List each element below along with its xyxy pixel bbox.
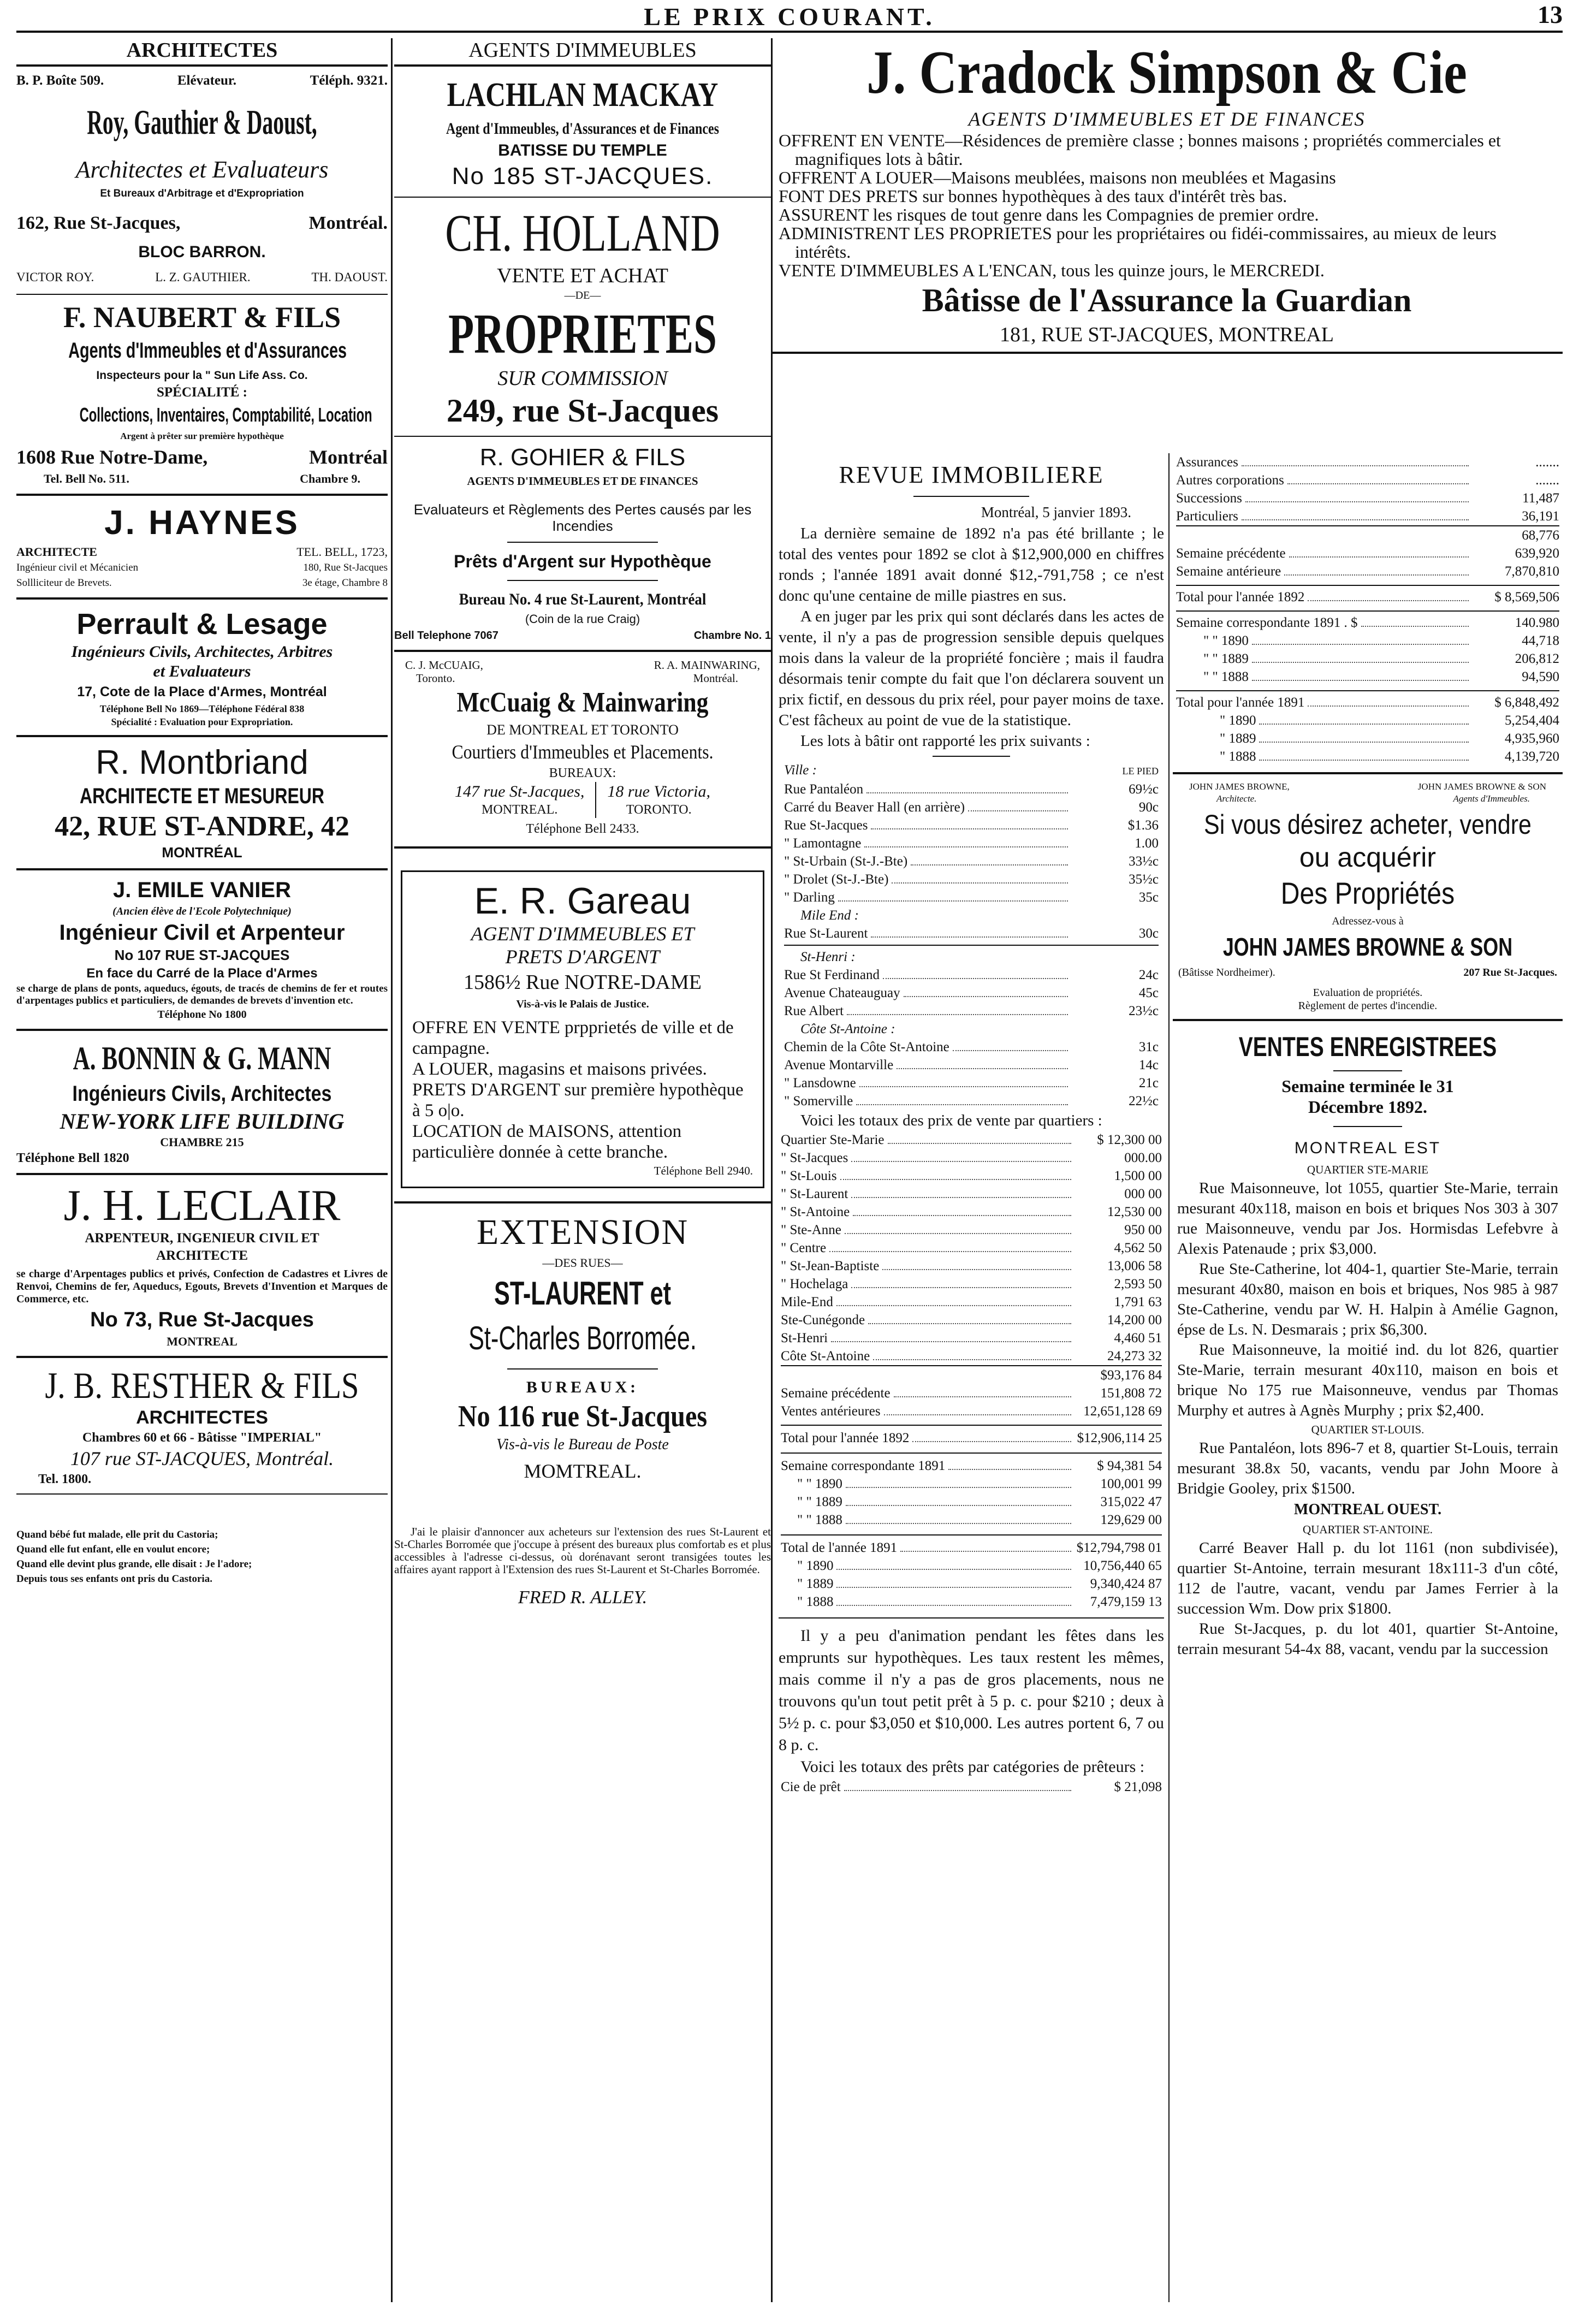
paragraph: A en juger par les prix qui sont déclarés dans les actes de vente, il n'y a pas de progression sensible depuis quelques mois dans la valeur de la propriété foncière ; mais il faudra désormais tenir compte du fait que l'on déclarera souvent un prix fictif, en dessous du prix réel, pour payer moins de taxe. C'est fâcheux au point de vue de la statistique.: [779, 608, 1164, 729]
ad-line: Vis-à-vis le Bureau de Poste: [496, 1436, 669, 1453]
city: TORONTO.: [626, 803, 692, 817]
ad-body: PRETS D'ARGENT sur première hypothèque à 5 o|o.: [412, 1080, 744, 1120]
verse-line: Quand elle devint plus grande, elle disait : Je l'adore;: [16, 1558, 252, 1570]
ad-title: AGENT D'IMMEUBLES ET: [471, 923, 694, 945]
ad-mccuaig-mainwaring: [394, 659, 771, 840]
partner-name: C. J. McCUAIG,: [405, 659, 483, 672]
quartier-row: " St-Antoine 12,530 00: [781, 1205, 1162, 1219]
lot-row: Rue Pantaléon 69½c: [784, 782, 1159, 797]
ad-line: Prêts d'Argent sur Hypothèque: [454, 552, 711, 571]
lot-row: Rue St Ferdinand 24c: [784, 968, 1159, 982]
ad-extension: [394, 1210, 771, 1614]
ad-line: ASSURENT les risques de tout genre dans les Compagnies de premier ordre.: [779, 205, 1319, 224]
ad-body: LOCATION de MAISONS, attention particulière donnée à cette branche.: [412, 1122, 682, 1162]
address: 207 Rue St-Jacques.: [1463, 967, 1557, 979]
city: MONTREAL.: [482, 803, 558, 817]
ad-line: —DE—: [564, 289, 601, 301]
quartier-row: " St-Jacques 000.00: [781, 1151, 1162, 1165]
total-row: Total pour l'année 1892 $ 8,569,506: [1176, 585, 1559, 606]
section-title: VENTES ENREGISTREES: [1238, 1031, 1497, 1062]
section-header: ARCHITECTES: [126, 39, 278, 62]
box-number: B. P. Boîte 509.: [16, 73, 104, 88]
masthead: [16, 0, 1563, 31]
masthead-rule: [16, 31, 1563, 33]
total-annee-row: Total de l'année 1891 $12,794,798 01: [781, 1534, 1162, 1557]
ad-body: J'ai le plaisir d'annoncer aux acheteurs sur l'extension des rues St-Laurent et St-Charles Borromée que j'occupe à présent des bureaux plus comfortab es et plus accessibles à l'adresse ci-dessus, où dorénavant seront transigées toutes les affaires ayant rapport à l'Extension des rues St-Laurent et St-Charles Borromée.: [394, 1525, 771, 1576]
ad-name: J. HAYNES: [104, 504, 300, 542]
ad-body: A LOUER, magasins et maisons privées.: [412, 1059, 707, 1079]
ad-name: Perrault & Lesage: [76, 608, 328, 641]
masthead-title: LE PRIX COURANT.: [644, 3, 935, 31]
building: BATISSE DU TEMPLE: [498, 141, 667, 159]
address: No 185 ST-JACQUES.: [452, 163, 714, 189]
lot-row: Rue St-Jacques $1.36: [784, 818, 1159, 833]
ad-line: Vis-à-vis le Palais de Justice.: [516, 998, 649, 1010]
partner-name: R. A. MAINWARING,: [654, 659, 760, 672]
address: 107 rue ST-JACQUES, Montréal.: [70, 1448, 334, 1469]
lot-row: Rue Albert 23½c: [784, 1004, 1159, 1018]
ad-line: FONT DES PRETS sur bonnes hypothèques à des taux d'intérêt très bas.: [779, 186, 1287, 206]
city: MONTREAL: [167, 1335, 238, 1348]
ad-line: TEL. BELL, 1723,: [296, 545, 388, 559]
quartier-row: Mile-End 1,791 63: [781, 1295, 1162, 1309]
ad-name: F. NAUBERT & FILS: [63, 301, 341, 334]
city: MOMTREAL.: [524, 1460, 642, 1482]
total-annee-row: Total pour l'année 1891 $ 6,848,492: [1176, 690, 1559, 712]
pret-row: Particuliers 36,191: [1176, 509, 1559, 524]
lots-category: Côte St-Antoine :: [800, 1022, 895, 1036]
ad-name: A. BONNIN & G. MANN: [73, 1040, 331, 1076]
quartier: QUARTIER ST-ANTOINE.: [1303, 1523, 1433, 1536]
ad-subtitle: Et Bureaux d'Arbitrage et d'Expropriation: [100, 188, 304, 199]
ad-line: En face du Carré de la Place d'Armes: [86, 966, 318, 981]
prets-et-ventes: [1173, 453, 1563, 2302]
lot-row: " Lamontagne 1.00: [784, 836, 1159, 851]
page-number: 13: [1538, 1, 1563, 28]
telephone: Tel. 1800.: [38, 1472, 92, 1486]
ad-line: (Coin de la rue Craig): [525, 612, 640, 626]
lot-row: " St-Urbain (St-J.-Bte) 33½c: [784, 854, 1159, 869]
specialite: Spécialité : Evaluation pour Expropriation.: [111, 716, 293, 727]
verse-line: Quand bébé fut malade, elle prit du Castoria;: [16, 1529, 218, 1540]
ad-title: AGENTS D'IMMEUBLES ET DE FINANCES: [467, 475, 698, 488]
article-date: Montréal, 5 janvier 1893.: [981, 504, 1131, 520]
ad-lachlan-mackay: [394, 72, 771, 191]
district: MONTREAL EST: [1294, 1139, 1441, 1157]
pret-row: Cie de prêt $ 21,098: [781, 1780, 1162, 1794]
ad-line: 3e étage, Chambre 8: [302, 577, 388, 589]
partner-city: Toronto.: [416, 672, 455, 685]
ad-line: Argent à prêter sur première hypothèque: [120, 431, 284, 441]
lot-row: " Drolet (St-J.-Bte) 35½c: [784, 872, 1159, 887]
total-annee-row: " 1889 9,340,424 87: [797, 1576, 1162, 1591]
address: No 116 rue St-Jacques: [458, 1400, 708, 1433]
ad-line: VENTE ET ACHAT: [497, 264, 668, 287]
ad-line: 180, Rue St-Jacques: [303, 562, 388, 573]
ad-title: ARCHITECTE: [156, 1248, 248, 1263]
total-annee-row: " 1890 5,254,404: [1220, 713, 1559, 728]
ad-line: SPÉCIALITÉ :: [156, 385, 247, 400]
ad-line: Inspecteurs pour la " Sun Life Ass. Co.: [96, 369, 308, 382]
semaine: Semaine terminée le 31: [1281, 1076, 1454, 1096]
partner-title: Agents d'Immeubles.: [1453, 793, 1530, 804]
ad-name: LACHLAN MACKAY: [447, 76, 719, 114]
lots-category: Ville :: [784, 763, 817, 778]
lot-row: Avenue Montarville 14c: [784, 1058, 1159, 1072]
city: Montréal.: [308, 213, 388, 233]
ad-haynes: [16, 502, 388, 591]
ad-cradock-simpson: [771, 38, 1563, 348]
lot-row: Rue St-Laurent 30c: [784, 926, 1159, 941]
lots-category: Mile End :: [800, 908, 859, 923]
address: 1608 Rue Notre-Dame,: [16, 446, 208, 468]
quartier: QUARTIER ST-LOUIS.: [1311, 1423, 1424, 1436]
ad-name: E. R. Gareau: [474, 880, 691, 922]
quartier-row: " St-Louis 1,500 00: [781, 1169, 1162, 1183]
sum-row: Ventes antérieures 12,651,128 69: [781, 1404, 1162, 1419]
ad-gohier: [394, 442, 771, 643]
ad-headline: PROPRIETES: [448, 303, 717, 365]
ad-line: SUR COMMISSION: [497, 367, 668, 390]
ad-name: CH. HOLLAND: [445, 204, 720, 262]
lots-category: St-Henri :: [800, 950, 856, 964]
paragraph: Voici les totaux des prêts par catégories de prêteurs :: [800, 1758, 1145, 1776]
bloc: BLOC BARRON.: [138, 243, 266, 261]
lot-row: Avenue Chateauguay 45c: [784, 986, 1159, 1000]
building: NEW-YORK LIFE BUILDING: [60, 1109, 345, 1134]
chambre: Chambre 9.: [300, 472, 360, 485]
ad-holland: [394, 203, 771, 430]
partner-name: TH. DAOUST.: [311, 270, 388, 284]
sem-corr-row: " " 1889 206,812: [1203, 651, 1559, 666]
column-cradock-revue: [771, 38, 1563, 2302]
ad-line: OFFRENT EN VENTE—Résidences de première classe ; bonnes maisons ; propriétés commerciales et magnifiques lots à bâtir.: [779, 131, 1501, 169]
ad-name: McCuaig & Mainwaring: [456, 687, 709, 718]
partner-title: Architecte.: [1216, 793, 1257, 804]
ad-headline: St-Charles Borromée.: [468, 1320, 697, 1356]
quartier-row: " St-Laurent 000 00: [781, 1187, 1162, 1201]
total-annee-row: " 1889 4,935,960: [1220, 731, 1559, 746]
telephone: Téléphone Bell 2940.: [654, 1164, 753, 1177]
ad-line: Sollliciteur de Brevets.: [16, 577, 112, 589]
ad-headline: Des Propriétés: [1280, 876, 1455, 910]
quartier-row: Côte St-Antoine 24,273 32: [781, 1349, 1162, 1363]
telephone: Téléphone No 1800: [157, 1009, 247, 1021]
partner-name: VICTOR ROY.: [16, 270, 94, 284]
ad-title: Architectes et Evaluateurs: [75, 156, 329, 183]
quartier-row: St-Henri 4,460 51: [781, 1331, 1162, 1345]
paragraph: Les lots à bâtir ont rapporté les prix suivants :: [800, 732, 1090, 750]
ad-line: Collections, Inventaires, Comptabilité, Location: [79, 404, 372, 426]
ad-line: ou acquérir: [1299, 842, 1436, 873]
column-divider: [1168, 453, 1170, 2302]
sem-corr-row: " " 1890 44,718: [1203, 633, 1559, 648]
telephone: Téléphone Bell 2433.: [526, 822, 639, 836]
ad-name: EXTENSION: [476, 1212, 689, 1252]
ad-name: Roy, Gauthier & Daoust,: [87, 103, 317, 141]
ad-line: Règlement de pertes d'incendie.: [1298, 1000, 1438, 1012]
vente-entry: Rue Maisonneuve, la moitié ind. du lot 826, quartier Ste-Marie, terrain mesurant 40x110, maison en bois et brique No 175 rue Maisonneuve, vendus par Thomas Murphy et autres à Agnès Murphy ; prix $2,400.: [1177, 1341, 1558, 1419]
telephone: Téléphone Bell 1820: [16, 1151, 129, 1165]
address: No 73, Rue St-Jacques: [90, 1308, 314, 1331]
total-annee-row: " 1888 4,139,720: [1220, 749, 1559, 764]
sem-corr-row: " " 1890 100,001 99: [797, 1477, 1162, 1491]
castoria-verse: [16, 1527, 388, 1586]
address: 18 rue Victoria,: [607, 782, 711, 801]
ad-line: Evaluation de propriétés.: [1313, 987, 1423, 999]
elevateur: Elévateur.: [177, 73, 236, 88]
sum-row: Semaine précédente 151,808 72: [781, 1386, 1162, 1401]
section-header: AGENTS D'IMMEUBLES: [468, 39, 697, 62]
ad-name: R. GOHIER & FILS: [479, 444, 686, 471]
district: MONTREAL OUEST.: [1293, 1501, 1442, 1518]
sem-corr-row: " " 1888 129,629 00: [797, 1513, 1162, 1527]
ad-name: J. EMILE VANIER: [113, 878, 291, 902]
quartier: QUARTIER STE-MARIE: [1307, 1163, 1429, 1176]
bureaux: BUREAUX:: [526, 1378, 639, 1396]
chambre: CHAMBRE 215: [160, 1135, 244, 1149]
pret-row: Autres corporations .......: [1176, 473, 1559, 488]
telephone: Tel. Bell No. 511.: [44, 472, 129, 485]
telephone: Téléph. 9321.: [310, 73, 388, 88]
ad-title: Agents d'Immeubles et d'Assurances: [68, 339, 347, 363]
lot-row: Chemin de la Côte St-Antoine 31c: [784, 1040, 1159, 1054]
telephone: Bell Telephone 7067: [394, 630, 498, 642]
total-row: Total pour l'année 1892 $12,906,114 25: [781, 1425, 1162, 1447]
sem-corr-row: Semaine correspondante 1891 . $ 140.980: [1176, 610, 1559, 632]
ad-title: et Evaluateurs: [153, 662, 251, 680]
pret-row: Successions 11,487: [1176, 491, 1559, 506]
ad-title: ARPENTEUR, INGENIEUR CIVIL ET: [85, 1231, 319, 1246]
ad-title: ARCHITECTES: [136, 1407, 268, 1428]
ad-line: Evaluateurs et Règlements des Pertes causés par les Incendies: [413, 501, 752, 534]
ad-title: Ingénieurs Civils, Architectes, Arbitres: [71, 643, 333, 661]
ad-line: Adressez-vous à: [1332, 915, 1404, 927]
address: 181, RUE ST-JACQUES, MONTREAL: [1000, 323, 1334, 346]
vente-entry: Rue Ste-Catherine, lot 404-1, quartier Ste-Marie, terrain mesurant 40x80, maison en bois et briques, Nos 985 à 987 Ste-Catherine, vendu par W. H. Halpin à Amélie Gagnon, épse de Ls. N. Desmarais ; prix $6,300.: [1177, 1260, 1558, 1338]
verse-line: Quand elle fut enfant, elle en voulut encore;: [16, 1544, 210, 1555]
ad-body: se charge d'Arpentages publics et privés, Confection de Cadastres et Livres de Renvoi, Chemins de fer, Aqueducs, Egouts, Brevets d'Invention et Marques de Commerce, etc.: [16, 1268, 388, 1305]
quartier-row: " Hochelaga 2,593 50: [781, 1277, 1162, 1291]
ventes-enregistrees: [1173, 1028, 1563, 1659]
paragraph: Il y a peu d'animation pendant les fêtes dans les emprunts sur hypothèques. Les taux restent les mêmes, mais comme il n'y a pas de gros placements, nous ne trouvons qu'un tout petit prêt à 5 p. c. pour $210 ; deux à 5½ p. c. pour $3,050 et $10,000. Les autres portent 6, 7 ou 8 p. c.: [779, 1627, 1164, 1754]
chambres: Chambres 60 et 66 - Bâtisse "IMPERIAL": [82, 1431, 322, 1445]
ad-gareau: [401, 870, 764, 1188]
ad-roy-gauthier-daoust: [16, 72, 388, 288]
vente-entry: Rue Pantaléon, lots 896-7 et 8, quartier St-Louis, terrain mesurant 38.8x 50, vacants, vendu par John Moore à Bridgie Gooley, prix $1500.: [1177, 1439, 1558, 1497]
address: 162, Rue St-Jacques,: [16, 213, 181, 233]
ad-title: Agent d'Immeubles, d'Assurances et de Finances: [446, 120, 719, 138]
ad-title: ARCHITECTE ET MESUREUR: [79, 784, 325, 808]
article-title: REVUE IMMOBILIERE: [839, 461, 1104, 488]
ad-body: OFFRE EN VENTE prpprietés de ville et de campagne.: [412, 1018, 734, 1058]
ad-perrault-lesage: [16, 606, 388, 728]
partner-name: JOHN JAMES BROWNE,: [1189, 781, 1290, 792]
partner-name: L. Z. GAUTHIER.: [155, 270, 251, 284]
ad-resther: [16, 1365, 388, 1488]
address: 1586½ Rue NOTRE-DAME: [464, 971, 702, 994]
ad-montbriand: [16, 744, 388, 862]
quartier-row: " Ste-Anne 950 00: [781, 1223, 1162, 1237]
partner-name: JOHN JAMES BROWNE & SON: [1417, 781, 1546, 792]
ad-line: ARCHITECTE: [16, 545, 97, 559]
ad-title: AGENTS D'IMMEUBLES ET DE FINANCES: [968, 108, 1366, 130]
lot-row: Carré du Beaver Hall (en arrière) 90c: [784, 800, 1159, 815]
pret-row: Semaine précédente 639,920: [1176, 546, 1559, 561]
ad-naubert: [16, 300, 388, 487]
vente-entry: Carré Beaver Hall p. du lot 1161 (non subdivisée), quartier St-Antoine, terrain mesurant 18x111-3 d'un côté, 112 de l'autre, vacant, vendu par James Ferrier à la succession Wm. Dow prix $1800.: [1177, 1539, 1558, 1617]
quartier-row: " Centre 4,562 50: [781, 1241, 1162, 1255]
ad-name: J. H. LECLAIR: [63, 1182, 341, 1230]
bureaux: BUREAUX:: [549, 766, 616, 780]
ad-line: OFFRENT A LOUER—Maisons meublées, maisons non meublées et Magasins: [779, 168, 1336, 187]
vente-entry: Rue St-Jacques, p. du lot 401, quartier St-Antoine, terrain mesurant 54-4x 88, vacant, vendu par la succession: [1177, 1620, 1558, 1658]
ad-vanier: [16, 877, 388, 1022]
ad-line: DE MONTREAL ET TORONTO: [486, 722, 679, 738]
semaine: Décembre 1892.: [1308, 1097, 1427, 1117]
total-annee-row: " 1890 10,756,440 65: [797, 1558, 1162, 1573]
ad-bonnin-mann: [16, 1038, 388, 1166]
total-annee-row: " 1888 7,479,159 13: [797, 1594, 1162, 1609]
ad-line: Si vous désirez acheter, vendre: [1204, 809, 1531, 840]
ad-john-james-browne: [1173, 781, 1563, 1012]
ad-line: —DES RUES—: [542, 1256, 623, 1270]
ad-title: Ingénieurs Civils, Architectes: [72, 1082, 332, 1106]
column-divider: [391, 38, 393, 2302]
ad-name: J. B. RESTHER & FILS: [45, 1365, 359, 1406]
ad-name: R. Montbriand: [96, 744, 308, 781]
ad-line: ADMINISTRENT LES PROPRIETES pour les propriétaires ou fidéi-commissaires, au mieux de leurs intérêts.: [779, 223, 1497, 262]
ad-headline: ST-LAURENT et: [494, 1275, 671, 1312]
paragraph: Voici les totaux des prix de vente par quartiers :: [800, 1112, 1102, 1129]
telephone: Téléphone Bell No 1869—Téléphone Fédéral 838: [99, 703, 305, 714]
ad-subtitle: (Ancien élève de l'Ecole Polytechnique): [112, 905, 292, 917]
address: No 107 RUE ST-JACQUES: [114, 947, 290, 963]
ad-name: JOHN JAMES BROWNE & SON: [1222, 933, 1513, 961]
sem-corr-row: " " 1888 94,590: [1203, 669, 1559, 684]
ad-name: J. Cradock Simpson & Cie: [866, 39, 1467, 106]
lot-row: " Somerville 22½c: [784, 1094, 1159, 1108]
ad-body: se charge de plans de ponts, aqueducs, égouts, de tracés de chemins de fer et routes d'arpentages publics et particuliers, de demandes de brevets d'invention etc.: [16, 983, 388, 1006]
paragraph: La dernière semaine de 1892 n'a pas été brillante ; le total des ventes pour 1892 se clot à $12,900,000 en chiffres ronds ; l'année 1891 avait donné $12,-791,758 ; ce n'est donc qu'une centaine de mille piastres en sus.: [779, 525, 1164, 604]
city: Montréal: [309, 446, 388, 468]
ad-title: PRETS D'ARGENT: [505, 946, 660, 968]
city: MONTRÉAL: [162, 844, 242, 861]
address: 17, Cote de la Place d'Armes, Montréal: [77, 684, 327, 699]
vente-entry: Rue Maisonneuve, lot 1055, quartier Ste-Marie, terrain mesurant 40x118, maison en bois et briques Nos 303 à 307 rue Maisonneuve, vendu par Jos. Hormisdas Lefebvre à Alexis Patenaude ; prix $3,000.: [1177, 1179, 1558, 1258]
address: 147 rue St-Jacques,: [454, 782, 585, 801]
pret-row: Semaine antérieure 7,870,810: [1176, 564, 1559, 579]
column-architectes: [16, 38, 388, 2302]
partner-city: Montréal.: [693, 672, 738, 685]
quartier-row: Ste-Cunégonde 14,200 00: [781, 1313, 1162, 1327]
address: 249, rue St-Jacques: [446, 393, 719, 429]
sum-row: 68,776: [1176, 525, 1559, 544]
sem-corr-row: " " 1889 315,022 47: [797, 1495, 1162, 1509]
ad-line: Ingénieur civil et Mécanicien: [16, 562, 139, 573]
ad-leclair: [16, 1182, 388, 1349]
ad-title: Courtiers d'Immeubles et Placements.: [452, 741, 714, 763]
address: Bureau No. 4 rue St-Laurent, Montréal: [459, 590, 707, 608]
ad-title: Ingénieur Civil et Arpenteur: [59, 921, 345, 945]
lot-row: " Darling 35c: [784, 890, 1159, 905]
building: (Bâtisse Nordheimer).: [1178, 967, 1275, 979]
quartier-row: Quartier Ste-Marie $ 12,300 00: [781, 1133, 1162, 1147]
building: Bâtisse de l'Assurance la Guardian: [922, 282, 1412, 318]
signature: FRED R. ALLEY.: [518, 1587, 648, 1608]
column-agents-immeubles: [394, 38, 771, 2302]
address: 42, RUE ST-ANDRE, 42: [55, 811, 349, 842]
chambre: Chambre No. 1: [693, 630, 771, 642]
verse-line: Depuis tous ses enfants ont pris du Castoria.: [16, 1573, 212, 1585]
sem-corr-row: Semaine correspondante 1891 $ 94,381 54: [781, 1452, 1162, 1475]
revue-immobiliere: [779, 453, 1164, 2302]
pret-row: Assurances .......: [1176, 455, 1559, 470]
quartier-row: " St-Jean-Baptiste 13,006 58: [781, 1259, 1162, 1273]
ad-line: VENTE D'IMMEUBLES A L'ENCAN, tous les quinze jours, le MERCREDI.: [779, 260, 1325, 280]
sum-row: $93,176 84: [781, 1365, 1162, 1384]
lots-unit: LE PIED: [1122, 766, 1159, 776]
lot-row: " Lansdowne 21c: [784, 1076, 1159, 1090]
